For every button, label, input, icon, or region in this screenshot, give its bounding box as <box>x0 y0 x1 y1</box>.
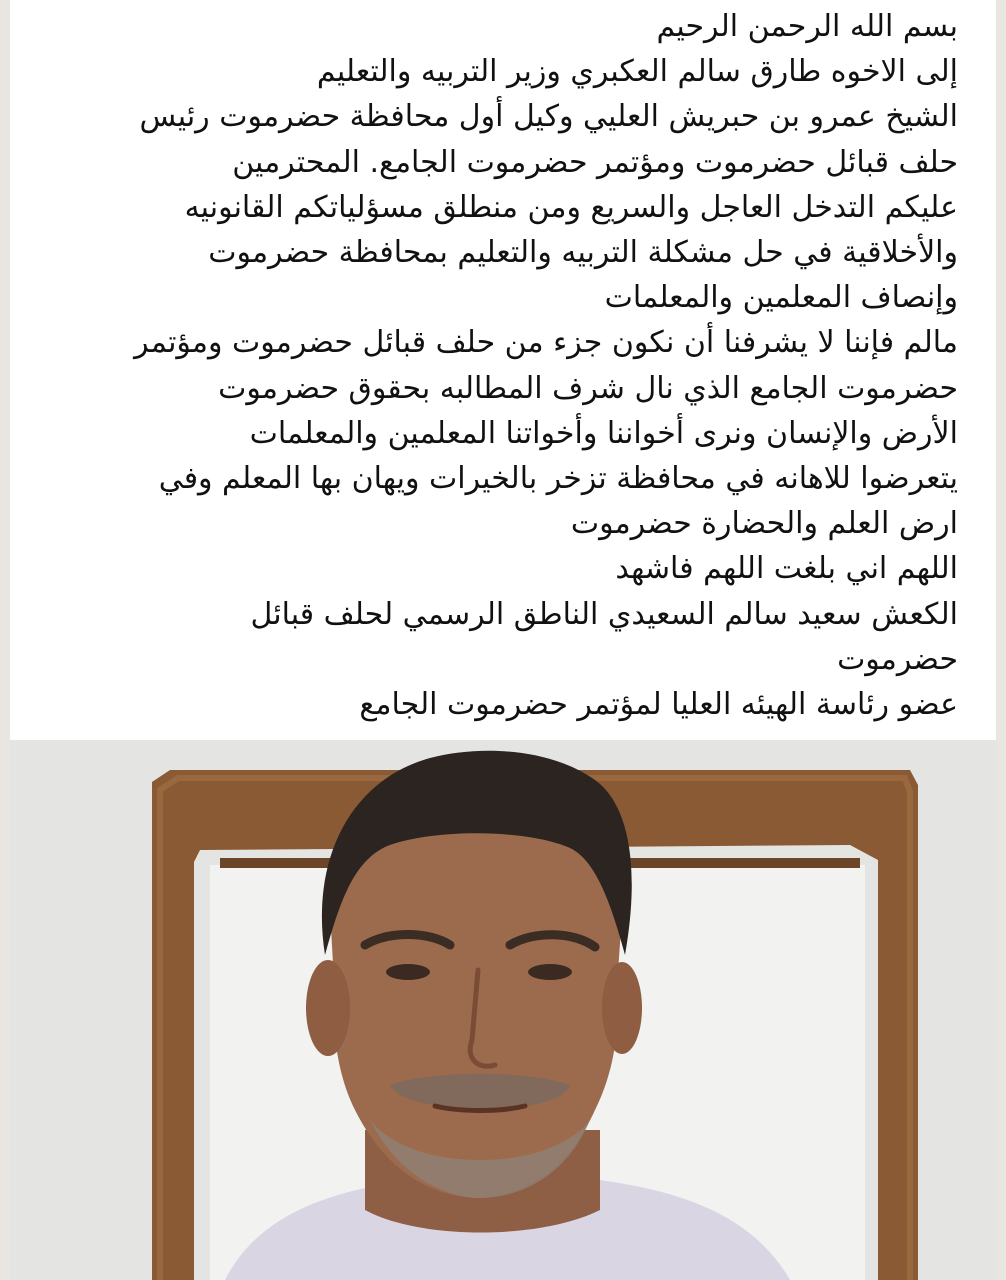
post-line-addressee-minister: إلى الاخوه طارق سالم العكبري وزير التربيه والتعليم <box>316 54 958 90</box>
post-text-card <box>10 0 996 740</box>
post-line-title: عضو رئاسة الهيئه العليا لمؤتمر حضرموت الجامع <box>359 687 958 723</box>
post-line-insult: يتعرضوا للاهانه في محافظة تزخر بالخيرات ويهان بها المعلم وفي <box>158 461 958 497</box>
post-line-prayer: اللهم اني بلغت اللهم فاشهد <box>615 551 958 587</box>
post-line-land-of-knowledge: ارض العلم والحضارة حضرموت <box>570 506 958 542</box>
post-line-signature-cont: حضرموت <box>837 641 958 677</box>
post-line-signature: الكعش سعيد سالم السعيدي الناطق الرسمي لحلف قبائل <box>250 596 958 632</box>
right-ear <box>602 962 642 1054</box>
post-line-request: عليكم التدخل العاجل والسريع ومن منطلق مسؤلياتكم القانونيه <box>184 189 958 225</box>
post-line-greeting: بسم الله الرحمن الرحيم <box>656 9 958 44</box>
post-line-conference: حضرموت الجامع الذي نال شرف المطالبه بحقوق حضرموت <box>218 370 958 406</box>
portrait-photo <box>10 740 996 1280</box>
post-body <box>28 4 958 727</box>
portrait-illustration <box>10 740 996 1280</box>
post-line-teachers: وإنصاف المعلمين والمعلمات <box>604 280 958 316</box>
post-line-warning: مالم فإننا لا يشرفنا أن نكون جزء من حلف قبائل حضرموت ومؤتمر <box>134 325 958 361</box>
right-eye <box>528 964 572 980</box>
left-ear <box>306 960 350 1056</box>
post-line-addressee-sheikh: الشيخ عمرو بن حبريش العليي وكيل أول محافظة حضرموت رئيس <box>139 99 958 135</box>
post-line-education-problem: والأخلاقية في حل مشكلة التربيه والتعليم بمحافظة حضرموت <box>208 235 958 271</box>
post-line-alliance: حلف قبائل حضرموت ومؤتمر حضرموت الجامع. المحترمين <box>232 144 958 180</box>
left-eye <box>386 964 430 980</box>
left-edge-strip <box>0 0 10 1280</box>
right-edge-strip <box>996 0 1006 1280</box>
post-line-land-people: الأرض والإنسان ونرى أخواننا وأخواتنا المعلمين والمعلمات <box>249 415 958 451</box>
